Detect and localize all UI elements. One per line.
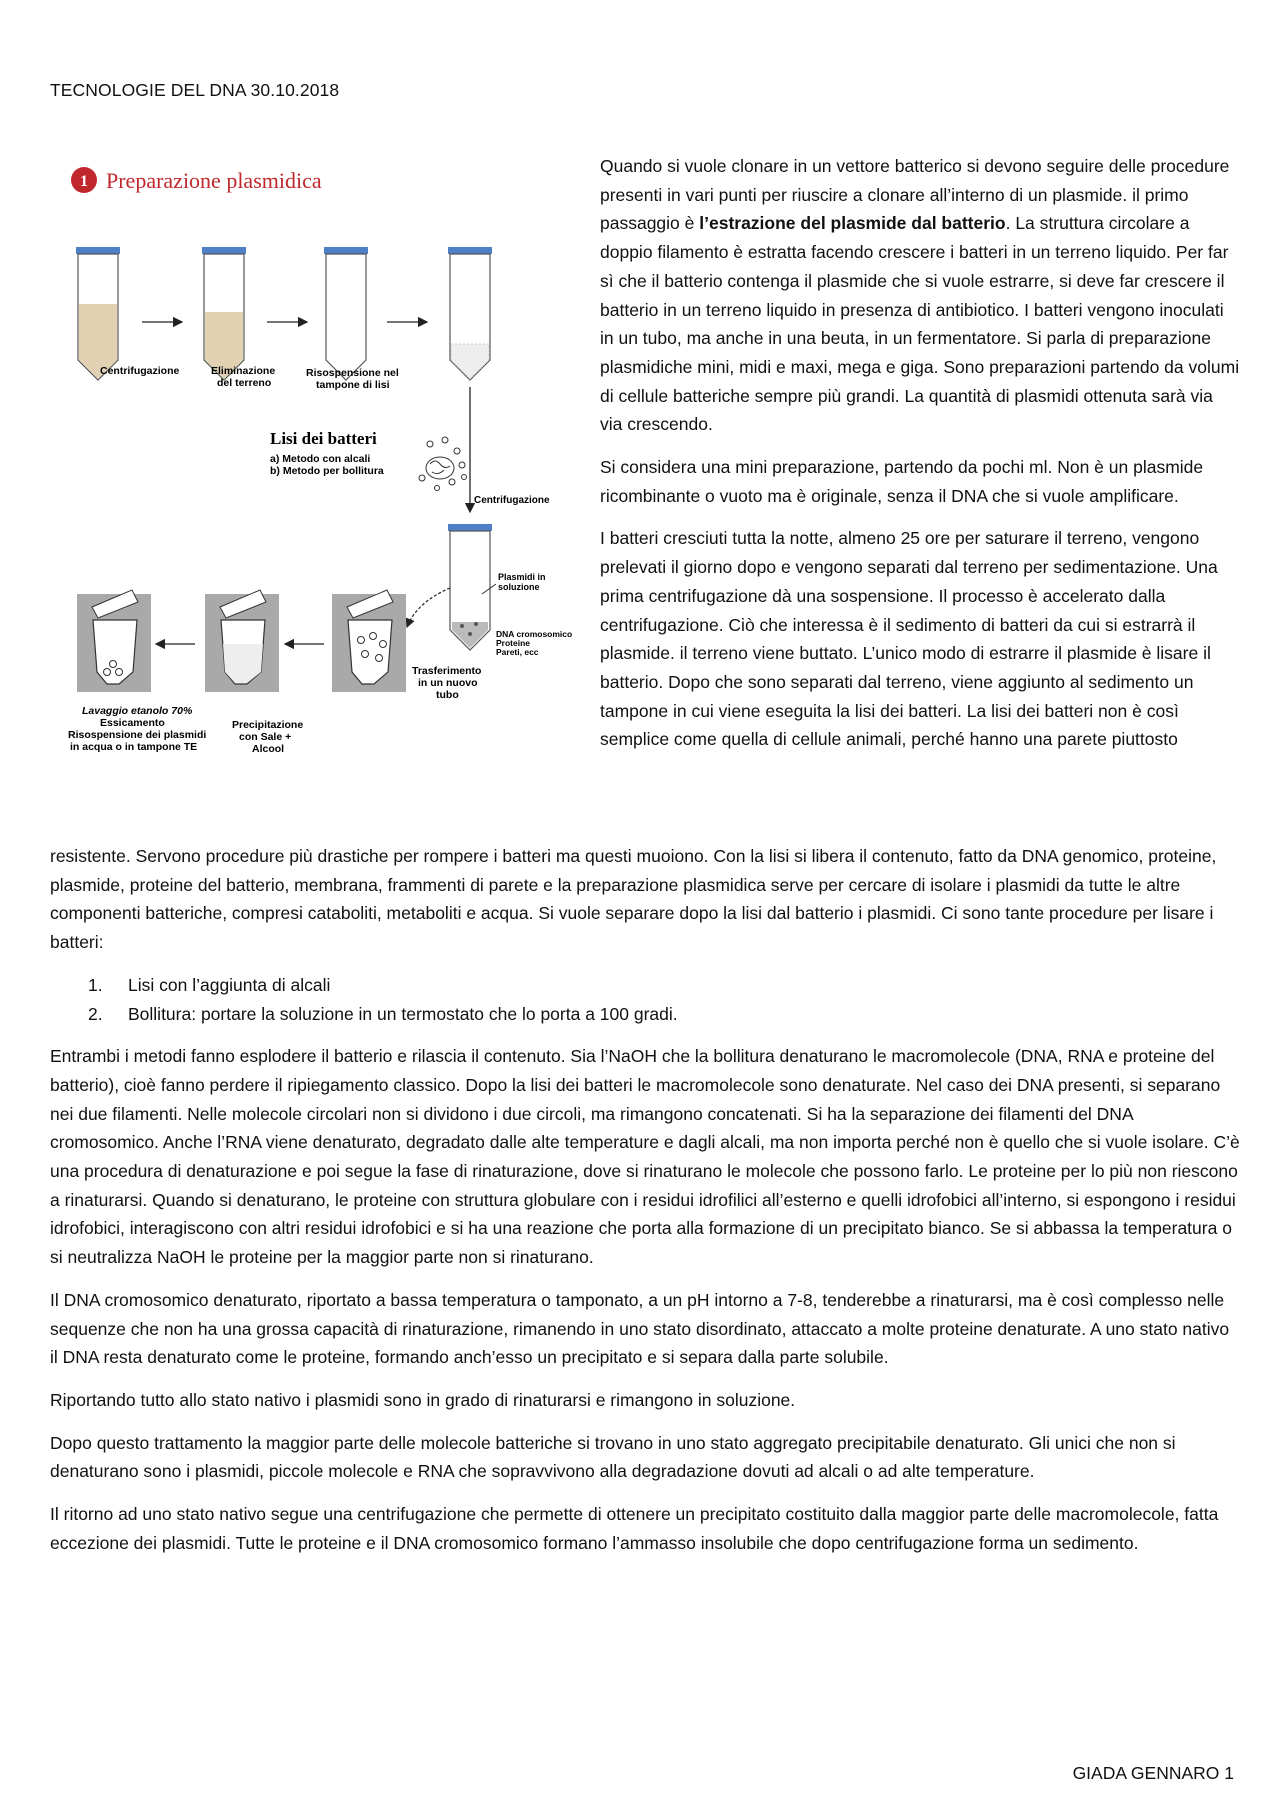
step-number: 1 bbox=[80, 173, 88, 190]
label-lavaggio: Lavaggio etanolo 70% bbox=[82, 705, 193, 717]
main-text bbox=[50, 842, 1240, 1571]
panel-1 bbox=[77, 590, 151, 692]
label-trasferimento-3: tubo bbox=[436, 689, 459, 701]
label-lavaggio-2: Essicamento bbox=[100, 717, 165, 729]
label-risospensione: Risospensione nel bbox=[306, 367, 399, 379]
paragraph-3: I batteri cresciuti tutta la notte, almeno 25 ore per saturare il terreno, vengono prelevati il giorno dopo e vengono separati dal terreno per sedimentazione. Una prima centrifugazione dà una sospensione. Il processo è accelerato dalla centrifugazione. Ciò che interessa è il sedimento di batteri da cui si estrarrà il plasmide. il terreno viene buttato. L’unico modo di estrarre il plasmide è lisare il batterio. Dopo che sono separati dal terreno, viene aggiunto al sedimento un tampone in cui viene eseguita la lisi dei batteri. La lisi dei batteri non è così semplice come quella di cellule animali, perché hanno una parete piuttosto bbox=[600, 528, 1218, 750]
label-precipitazione-3: Alcool bbox=[252, 743, 285, 755]
label-trasferimento: Trasferimento bbox=[412, 665, 482, 677]
paragraph-1: Quando si vuole clonare in un vettore batterico si devono seguire delle procedure presenti in vari punti per riuscire a clonare all’interno di un plasmide. il primo passaggio è l’estrazione del plasmide dal batterio. La struttura circolare a doppio filamento è estratta facendo crescere i batteri in un terreno liquido. Per far sì che il batterio contenga il plasmide che si vuole estrarre, si deve far crescere il batterio in un terreno liquido in presenza di antibiotico. I batteri vengono inoculati in un tubo, ma anche in una beuta, in un fermentatore. Si parla di preparazione plasmidiche mini, midi e maxi, mega e giga. Sono preparazioni partendo da volumi di cellule batteriche sempre più grandi. La quantità di plasmidi ottenuta sarà via via crescendo. bbox=[600, 156, 1240, 435]
label-risospensione-2: tampone di lisi bbox=[316, 379, 390, 391]
tube-4 bbox=[448, 247, 492, 380]
label-trasferimento-2: in un nuovo bbox=[418, 677, 478, 689]
label-eliminazione-2: del terreno bbox=[217, 377, 272, 389]
lisi-title: Lisi dei batteri bbox=[270, 429, 377, 448]
list-item: 2. Bollitura: portare la soluzione in un termostato che lo porta a 100 gradi. bbox=[88, 1003, 678, 1024]
tube-5 bbox=[448, 524, 492, 650]
label-centrifugazione: Centrifugazione bbox=[100, 365, 180, 377]
label-plasmidi: Plasmidi in bbox=[498, 572, 546, 582]
label-precipitazione: Precipitazione bbox=[232, 719, 304, 731]
list-item: 1. Lisi con l’aggiunta di alcali bbox=[88, 974, 331, 995]
tube-2 bbox=[202, 247, 246, 380]
label-centrifugazione-2: Centrifugazione bbox=[474, 495, 550, 506]
intro-column bbox=[600, 152, 1240, 768]
tube-3 bbox=[324, 247, 368, 380]
lysis-methods-list bbox=[50, 971, 1240, 1028]
paragraph-8: Dopo questo trattamento la maggior parte delle molecole batteriche si trovano in uno stato aggregato precipitabile denaturato. Gli unici che non si denaturano sono i plasmidi, piccole molecole e RNA che sopravvivono alla degradazione dovuti ad alcali o ad alte temperature. bbox=[50, 1432, 1176, 1482]
label-precipitazione-2: con Sale + bbox=[239, 731, 292, 743]
panel-2 bbox=[205, 590, 279, 692]
label-dna-2: Proteine bbox=[496, 638, 531, 648]
lisi-method-a: a) Metodo con alcali bbox=[270, 453, 371, 465]
label-lavaggio-4: in acqua o in tampone TE bbox=[70, 741, 198, 753]
paragraph-6: Il DNA cromosomico denaturato, riportato a bassa temperatura o tamponato, a un pH intorno a 7-8, tenderebbe a rinaturarsi, ma è così complesso nelle sequenze che non ha una grossa capacità di rinaturazione, rimanendo in uno stato disordinato, attaccato a molte proteine denaturate. A uno stato nativo il DNA resta denaturato come le proteine, formando anch’esso un precipitato e si separa dalla parte solubile. bbox=[50, 1289, 1230, 1368]
paragraph-5: Entrambi i metodi fanno esplodere il batterio e rilascia il contenuto. Sia l’NaOH che la bollitura denaturano le macromolecole (DNA, RNA e proteine del batterio), cioè fanno perdere il ripiegamento classico. Dopo la lisi dei batteri le macromolecole sono denaturate. Nel caso dei DNA presenti, si separano nei due filamenti. Nelle molecole circolari non si dividono i due circoli, ma rimangono concatenati. Si ha la separazione dei filamenti del DNA cromosomico. Anche l’RNA viene denaturato, degradato dalle alte temperature e dagli alcali, ma non importa perché non è quello che si vuole isolare. C’è una procedura di denaturazione e poi segue la fase di rinaturazione, dove si rinaturano le molecole che possono farlo. Le proteine per lo più non riescono a rinaturarsi. Quando si denaturano, le proteine con struttura globulare con i residui idrofilici all’esterno e quelli idrofobici all’interno, si espongono i residui idrofobici, interagiscono con altri residui idrofobici e si ha una reazione che porta alla formazione di un precipitato bianco. Se si abbassa la temperatura o si neutralizza NaOH le proteine per la maggior parte non si rinaturano. bbox=[50, 1046, 1240, 1268]
lisi-method-b: b) Metodo per bollitura bbox=[270, 465, 384, 477]
tube-1 bbox=[76, 247, 120, 380]
lysed-bacteria-icon bbox=[419, 437, 467, 491]
figure-title: Preparazione plasmidica bbox=[106, 168, 322, 193]
arrow-transfer bbox=[407, 588, 450, 627]
label-dna: DNA cromosomico bbox=[496, 629, 573, 639]
page-title: TECNOLOGIE DEL DNA 30.10.2018 bbox=[50, 80, 340, 100]
label-eliminazione: Eliminazione bbox=[211, 365, 276, 377]
paragraph-7: Riportando tutto allo stato nativo i plasmidi sono in grado di rinaturarsi e rimangono in soluzione. bbox=[50, 1389, 796, 1410]
bold-phrase: l’estrazione del plasmide dal batterio bbox=[699, 213, 1006, 234]
footer-author-page: GIADA GENNARO 1 bbox=[1072, 1763, 1234, 1783]
panel-3 bbox=[332, 590, 406, 692]
plasmid-prep-figure bbox=[62, 152, 578, 812]
label-plasmidi-2: soluzione bbox=[498, 582, 540, 592]
paragraph-4: resistente. Servono procedure più drastiche per rompere i batteri ma questi muoiono. Con la lisi si libera il contenuto, fatto da DNA genomico, proteine, plasmide, proteine del batterio, membrana, frammenti di parete e la preparazione plasmidica serve per cercare di isolare i plasmidi da tutte le altre componenti batteriche, compresi cataboliti, metaboliti e acqua. Si vuole separare dopo la lisi dal batterio i plasmidi. Ci sono tante procedure per lisare i batteri: bbox=[50, 846, 1217, 953]
label-dna-3: Pareti, ecc bbox=[496, 647, 539, 657]
paragraph-2: Si considera una mini preparazione, partendo da pochi ml. Non è un plasmide ricombinante o vuoto ma è originale, senza il DNA che si vuole amplificare. bbox=[600, 457, 1204, 506]
label-lavaggio-3: Risospensione dei plasmidi bbox=[68, 729, 207, 741]
paragraph-9: Il ritorno ad uno stato nativo segue una centrifugazione che permette di ottenere un precipitato costituito dalla maggior parte delle macromolecole, fatta eccezione dei plasmidi. Tutte le proteine e il DNA cromosomico formano l’ammasso insolubile che dopo centrifugazione forma un sedimento. bbox=[50, 1504, 1219, 1553]
